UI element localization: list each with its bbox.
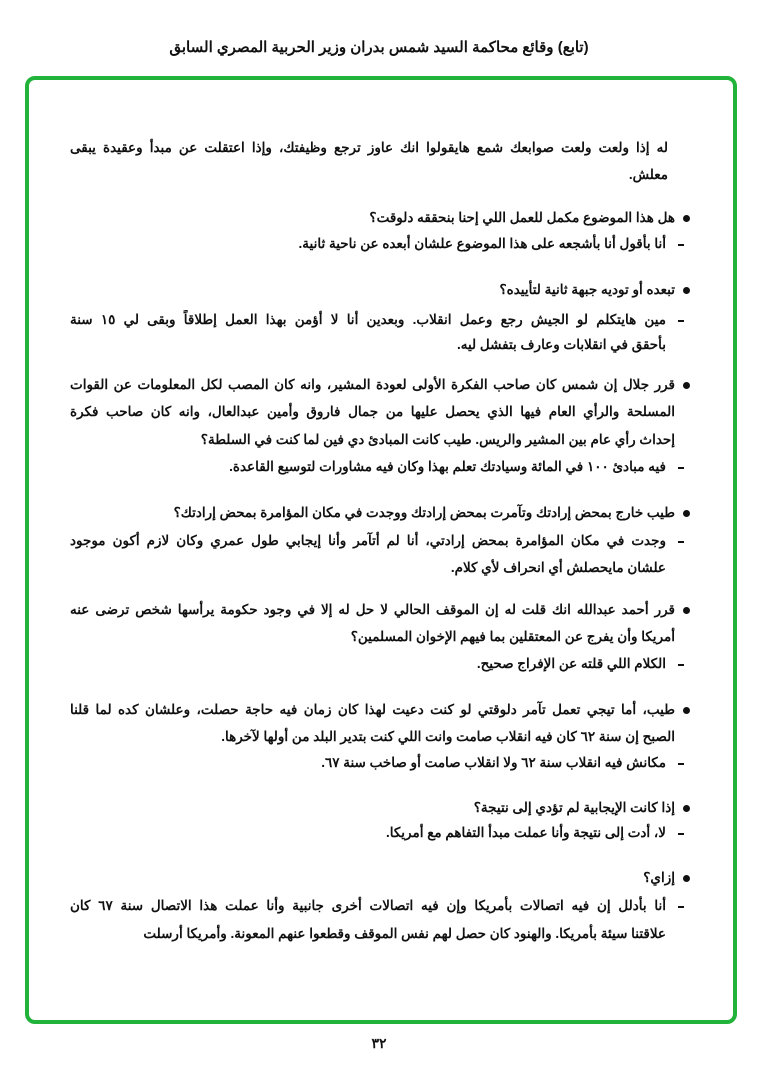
question-line: إحداث رأي عام بين المشير والريس. طيب كانت المبادئ دي فين لما كنت في السلطة؟ bbox=[200, 432, 675, 447]
answer-line: مكانش فيه انقلاب سنة ٦٢ ولا انقلاب صامت أو صاخب سنة ٦٧. bbox=[321, 755, 666, 770]
dash-icon bbox=[678, 244, 684, 246]
bullet-icon bbox=[683, 287, 690, 294]
bullet-icon bbox=[683, 805, 690, 812]
answer-line: أنا بأدلل إن فيه اتصالات بأمريكا وإن فيه اتصالات أخرى جانبية وأنا عملت هذا الاتصال سنة ٦٧ كان bbox=[70, 898, 666, 913]
intro-line: معلش. bbox=[628, 167, 668, 182]
dash-icon bbox=[678, 664, 684, 666]
answer-line: مين هايتكلم لو الجيش رجع وعمل انقلاب. وبعدين أنا لا أؤمن بهذا العمل إطلاقاً وبقى لي ١٥ سنة bbox=[70, 312, 666, 327]
dash-icon bbox=[678, 320, 684, 322]
question-line: الصبح إن سنة ٦٢ كان فيه انقلاب صامت وانت اللي كنت بتدير البلد من أولها لآخرها. bbox=[221, 729, 675, 744]
answer-line: علاقتنا سيئة بأمريكا. والهنود كان حصل لهم نفس الموقف وقطعوا عنهم المعونة. وأمريكا أرسلت bbox=[143, 926, 666, 941]
bullet-icon bbox=[683, 707, 690, 714]
answer-line: علشان مايحصلش أي انحراف لأي كلام. bbox=[450, 560, 666, 575]
dash-icon bbox=[678, 833, 684, 835]
answer-line: فيه مبادئ ١٠٠ في المائة وسيادتك تعلم بهذا وكان فيه مشاورات لتوسيع القاعدة. bbox=[229, 459, 666, 474]
question-line: طيب، أما تيجي تعمل تآمر دلوقتي لو كنت دعيت لهذا كان زمان فيه حاجة حصلت، وعلشان كده لما قلنا bbox=[70, 702, 675, 717]
question-line: إزاي؟ bbox=[643, 870, 675, 885]
answer-line: بأحقق في انقلابات وعارف بتفشل ليه. bbox=[456, 337, 666, 352]
dash-icon bbox=[678, 906, 684, 908]
answer-line: وجدت في مكان المؤامرة بمحض إرادتي، أنا لم أتآمر وأنا إيجابي طول عمري وكان لازم أكون موجود bbox=[70, 533, 666, 548]
question-line: قرر جلال إن شمس كان صاحب الفكرة الأولى لعودة المشير، وانه كان المصب لكل المعلومات عن القوات bbox=[70, 377, 675, 392]
answer-line: لا، أدت إلى نتيجة وأنا عملت مبدأ التفاهم مع أمريكا. bbox=[385, 825, 666, 840]
answer-line: الكلام اللي قلته عن الإفراج صحيح. bbox=[476, 656, 666, 671]
dash-icon bbox=[678, 763, 684, 765]
answer-line: أنا بأقول أنا بأشجعه على هذا الموضوع علشان أبعده عن ناحية ثانية. bbox=[298, 236, 666, 251]
question-line: إذا كانت الإيجابية لم تؤدي إلى نتيجة؟ bbox=[473, 800, 675, 815]
page-number: ٣٢ bbox=[371, 1035, 387, 1051]
intro-line: له إذا ولعت ولعت صوابعك شمع هايقولوا انك عاوز ترجع وظيفتك، وإذا اعتقلت عن مبدأ وعقيدة يبقى bbox=[70, 140, 668, 155]
dash-icon bbox=[678, 541, 684, 543]
question-line: قرر أحمد عبدالله انك قلت له إن الموقف الحالي لا حل له إلا في وجود حكومة يرأسها شخص ترضى عنه bbox=[70, 602, 675, 617]
bullet-icon bbox=[683, 215, 690, 222]
dash-icon bbox=[678, 467, 684, 469]
question-line: طيب خارج بمحض إرادتك وتآمرت بمحض إرادتك ووجدت في مكان المؤامرة بمحض إرادتك؟ bbox=[173, 505, 675, 520]
question-line: هل هذا الموضوع مكمل للعمل اللي إحنا بنحققه دلوقت؟ bbox=[369, 210, 675, 225]
question-line: تبعده أو توديه جبهة ثانية لتأييده؟ bbox=[499, 282, 675, 297]
bullet-icon bbox=[683, 510, 690, 517]
bullet-icon bbox=[683, 607, 690, 614]
document-title: (تابع) وقائع محاكمة السيد شمس بدران وزير الحربية المصري السابق bbox=[169, 39, 589, 56]
question-line: أمريكا وأن يفرج عن المعتقلين بما فيهم الإخوان المسلمين؟ bbox=[350, 629, 675, 644]
bullet-icon bbox=[683, 382, 690, 389]
question-line: المسلحة والرأي العام فيها الذي يحصل عليها من جمال فاروق وأمين عبدالعال، وانه كان صاحب فكرة bbox=[70, 404, 675, 419]
bullet-icon bbox=[683, 875, 690, 882]
